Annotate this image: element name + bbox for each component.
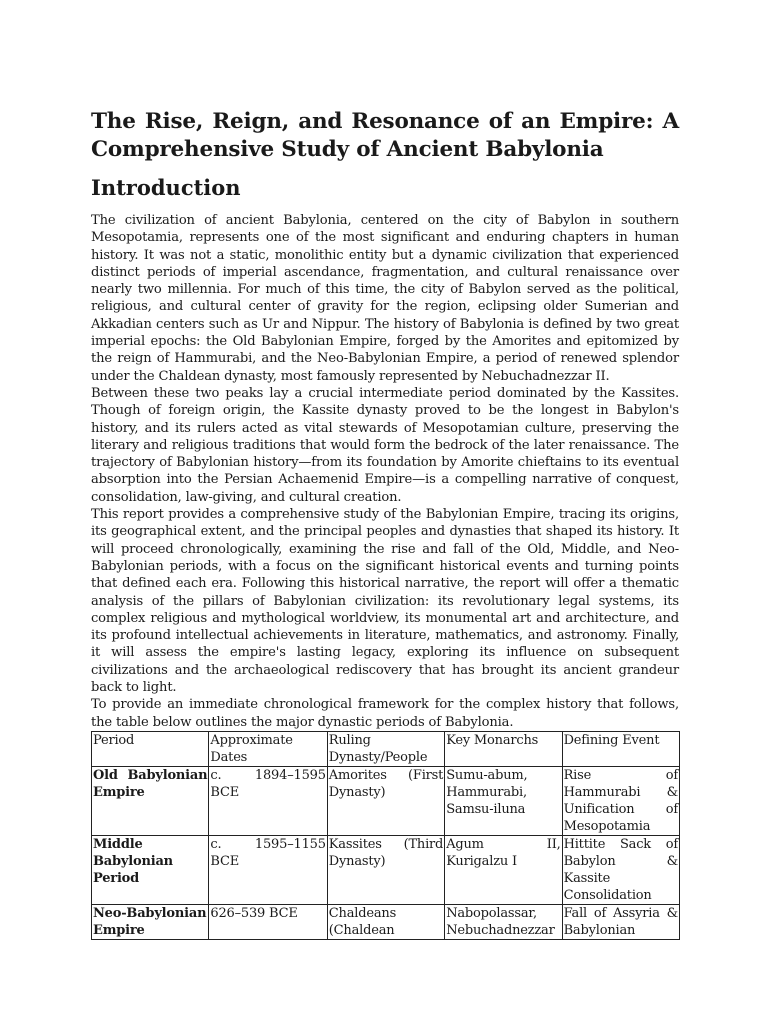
table-cell: Nabopolassar, Nebuchadnezzar [445, 904, 562, 939]
document-title: The Rise, Reign, and Resonance of an Empire: A Comprehensive Study of Ancient Babylonia [91, 109, 679, 162]
table-cell-period: Middle Babylonian Period [92, 835, 209, 904]
table-header-cell: Defining Event [562, 731, 679, 766]
table-cell: Fall of Assyria & Babylonian [563, 905, 678, 938]
table-header-row [92, 731, 680, 766]
table-cell: Agum II, Kurigalzu I [445, 835, 562, 904]
dynasty-table [91, 731, 680, 940]
table-cell: Amorites (First Dynasty) [327, 766, 444, 835]
table-header-cell: Period [92, 731, 209, 766]
table-cell: Hittite Sack of Babylon & Kassite Consolidation [563, 836, 678, 903]
table-cell: c. 1595–1155 BCE [209, 835, 327, 904]
table-cell: Kassites (Third Dynasty) [327, 835, 444, 904]
section-heading: Introduction [91, 175, 241, 200]
table-row [92, 766, 680, 835]
table-header-cell: Key Monarchs [445, 731, 562, 766]
paragraph: To provide an immediate chronological framework for the complex history that follows, the table below outlines the major dynastic periods of Babylonia. [91, 697, 679, 730]
table-header-cell: Approximate Dates [209, 731, 327, 766]
table-header-cell: Ruling Dynasty/People [327, 731, 444, 766]
table-cell-period: Neo-Babylonian Empire [92, 904, 209, 939]
table-cell: 626–539 BCE [209, 904, 327, 939]
table-cell-period: Old Babylonian Empire [92, 766, 209, 835]
paragraph: This report provides a comprehensive study of the Babylonian Empire, tracing its origins, its geographical extent, and the principal peoples and dynasties that shaped its history. It will proceed chronologically, examining the rise and fall of the Old, Middle, and Neo-Babylonian periods, with a focus on the significant historical events and turning points that defined each era. Following this historical narrative, the report will offer a thematic analysis of the pillars of Babylonian civilization: its revolutionary legal systems, its complex religious and mythological worldview, its monumental art and architecture, and its profound intellectual achievements in literature, mathematics, and astronomy. Finally, it will assess the empire's lasting legacy, exploring its influence on subsequent civilizations and the archaeological rediscovery that has brought its ancient grandeur back to light. [91, 507, 679, 696]
paragraph: The civilization of ancient Babylonia, centered on the city of Babylon in southern Mesopotamia, represents one of the most significant and enduring chapters in human history. It was not a static, monolithic entity but a dynamic civilization that experienced distinct periods of imperial ascendance, fragmentation, and cultural renaissance over nearly two millennia. For much of this time, the city of Babylon served as the political, religious, and cultural center of gravity for the region, eclipsing older Sumerian and Akkadian centers such as Ur and Nippur. The history of Babylonia is defined by two great imperial epochs: the Old Babylonian Empire, forged by the Amorites and epitomized by the reign of Hammurabi, and the Neo-Babylonian Empire, a period of renewed splendor under the Chaldean dynasty, most famously represented by Nebuchadnezzar II. [91, 213, 679, 384]
table-cell: Chaldeans (Chaldean [327, 904, 444, 939]
table-cell: Rise of Hammurabi & Unification of Mesopotamia [563, 767, 678, 834]
table-cell: c. 1894–1595 BCE [209, 766, 327, 835]
table-cell: Sumu-abum, Hammurabi, Samsu-iluna [445, 766, 562, 835]
paragraph: Between these two peaks lay a crucial intermediate period dominated by the Kassites. Though of foreign origin, the Kassite dynasty proved to be the longest in Babylon's history, and its rulers acted as vital stewards of Mesopotamian culture, preserving the literary and religious traditions that would form the bedrock of the later renaissance. The trajectory of Babylonian history—from its foundation by Amorite chieftains to its eventual absorption into the Persian Achaemenid Empire—is a compelling narrative of conquest, consolidation, law-giving, and cultural creation. [91, 385, 679, 505]
table-row [92, 904, 680, 939]
table-row [92, 835, 680, 904]
